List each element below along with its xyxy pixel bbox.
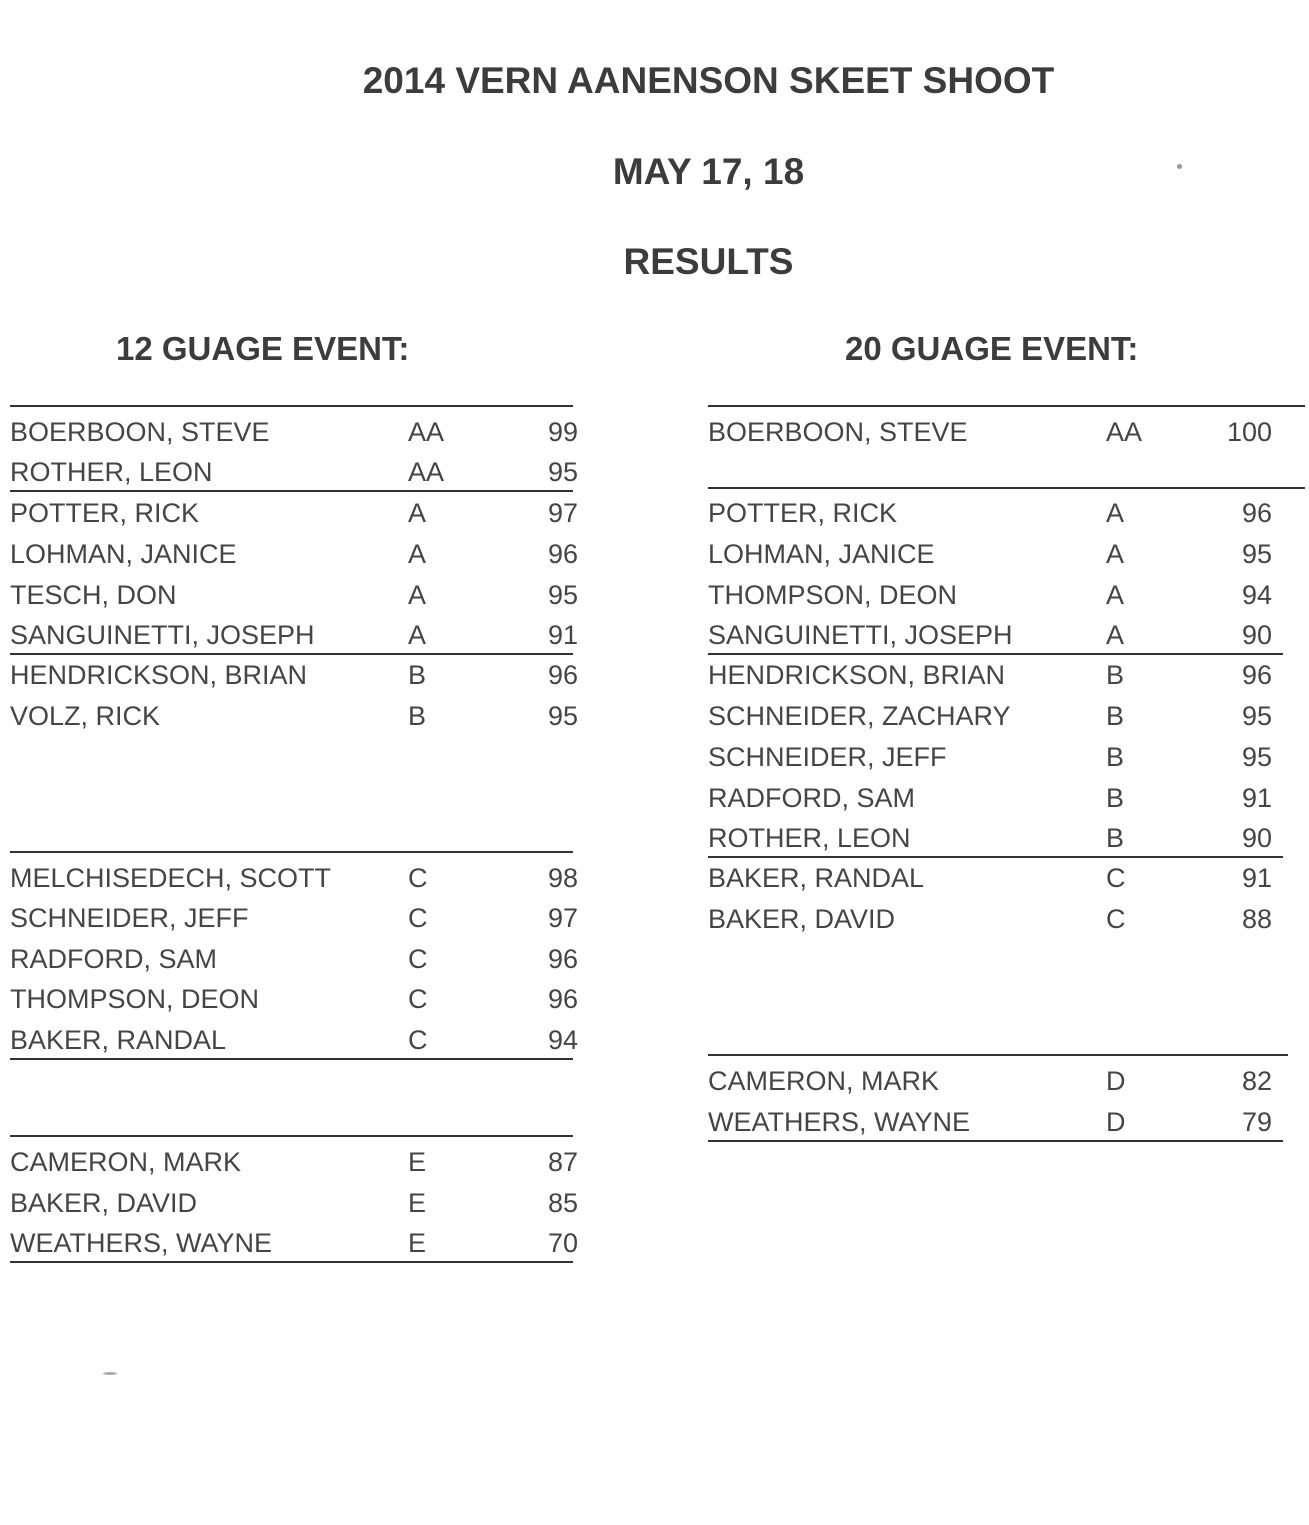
shooter-score: 96 (547, 984, 578, 1014)
shooter-score: 98 (547, 863, 578, 893)
table-row (708, 412, 1283, 452)
shooter-name: POTTER, RICK (10, 498, 200, 528)
table-row (10, 452, 578, 492)
table-row (708, 655, 1283, 695)
shooter-name: ROTHER, LEON (10, 457, 213, 487)
shooter-score: 91 (1241, 863, 1272, 893)
table-row (10, 1223, 578, 1263)
shooter-class: A (408, 620, 427, 650)
shooter-name: BAKER, RANDAL (708, 863, 925, 893)
table-row (10, 1020, 578, 1060)
table-row (708, 1102, 1283, 1142)
shooter-name: LOHMAN, JANICE (708, 539, 935, 569)
shooter-name: THOMPSON, DEON (708, 580, 958, 610)
shooter-class: B (1106, 742, 1125, 772)
shooter-score: 91 (547, 620, 578, 650)
shooter-class: AA (408, 417, 445, 447)
shooter-score: 100 (1226, 417, 1272, 447)
event-12-gauge-title: 12 GUAGE EVENT: (116, 330, 410, 367)
shooter-score: 99 (547, 417, 578, 447)
table-row (708, 858, 1283, 898)
shooter-class: A (1106, 620, 1125, 650)
shooter-class: B (408, 701, 427, 731)
shooter-name: LOHMAN, JANICE (10, 539, 237, 569)
table-row (10, 1183, 578, 1223)
shooter-class: C (408, 863, 428, 893)
shooter-name: SCHNEIDER, JEFF (10, 903, 249, 933)
table-row (708, 818, 1283, 858)
shooter-name: CAMERON, MARK (10, 1147, 242, 1177)
shooter-name: POTTER, RICK (708, 498, 898, 528)
class-divider (708, 1054, 1288, 1056)
shooter-score: 95 (1241, 701, 1272, 731)
shooter-name: SCHNEIDER, JEFF (708, 742, 947, 772)
table-row (708, 493, 1283, 533)
shooter-name: HENDRICKSON, BRIAN (10, 660, 308, 690)
table-row (708, 737, 1283, 777)
shooter-score: 95 (547, 580, 578, 610)
shooter-score: 79 (1241, 1107, 1272, 1137)
shooter-score: 90 (1241, 620, 1272, 650)
shooter-name: WEATHERS, WAYNE (10, 1228, 273, 1258)
shooter-score: 96 (547, 944, 578, 974)
table-row (10, 575, 578, 615)
shooter-class: C (408, 984, 428, 1014)
shooter-name: BOERBOON, STEVE (10, 417, 270, 447)
table-row (708, 615, 1283, 655)
shooter-class: C (408, 944, 428, 974)
table-row (10, 858, 578, 898)
table-row (10, 655, 578, 695)
shooter-score: 70 (547, 1228, 578, 1258)
table-row (708, 778, 1283, 818)
shooter-score: 90 (1241, 823, 1272, 853)
table-row (10, 898, 578, 938)
shooter-score: 96 (547, 660, 578, 690)
shooter-class: A (1106, 539, 1125, 569)
shooter-name: VOLZ, RICK (10, 701, 161, 731)
table-row (10, 534, 578, 574)
table-row (708, 534, 1283, 574)
shooter-name: HENDRICKSON, BRIAN (708, 660, 1006, 690)
table-row (708, 899, 1283, 939)
shooter-score: 95 (547, 701, 578, 731)
document-title: 2014 VERN AANENSON SKEET SHOOT (362, 60, 1055, 101)
shooter-score: 94 (547, 1025, 578, 1055)
scan-speck (1177, 164, 1182, 169)
shooter-score: 85 (547, 1188, 578, 1218)
class-divider (10, 1135, 573, 1137)
shooter-class: B (1106, 783, 1125, 813)
shooter-class: B (408, 660, 427, 690)
class-divider (10, 405, 573, 407)
table-row (708, 575, 1283, 615)
shooter-name: BOERBOON, STEVE (708, 417, 968, 447)
shooter-name: SCHNEIDER, ZACHARY (708, 701, 1011, 731)
shooter-class: A (1106, 498, 1125, 528)
shooter-class: A (408, 498, 427, 528)
shooter-class: AA (408, 457, 445, 487)
shooter-score: 96 (1241, 498, 1272, 528)
shooter-score: 91 (1241, 783, 1272, 813)
shooter-name: RADFORD, SAM (10, 944, 218, 974)
shooter-score: 96 (547, 539, 578, 569)
shooter-name: TESCH, DON (10, 580, 177, 610)
shooter-score: 97 (547, 498, 578, 528)
class-divider (708, 405, 1305, 407)
shooter-score: 97 (547, 903, 578, 933)
shooter-name: SANGUINETTI, JOSEPH (708, 620, 1013, 650)
shooter-name: CAMERON, MARK (708, 1066, 940, 1096)
shooter-class: C (1106, 863, 1126, 893)
shooter-name: BAKER, DAVID (10, 1188, 198, 1218)
shooter-class: A (408, 580, 427, 610)
shooter-name: RADFORD, SAM (708, 783, 916, 813)
results-heading: RESULTS (623, 241, 794, 282)
shooter-class: A (1106, 580, 1125, 610)
table-row (708, 1061, 1283, 1101)
scan-speck (103, 1372, 117, 1375)
table-row (10, 615, 578, 655)
shooter-name: BAKER, DAVID (708, 904, 896, 934)
shooter-class: C (1106, 904, 1126, 934)
shooter-class: B (1106, 701, 1125, 731)
shooter-name: THOMPSON, DEON (10, 984, 260, 1014)
class-divider (10, 851, 573, 853)
shooter-class: AA (1106, 417, 1143, 447)
shooter-score: 87 (547, 1147, 578, 1177)
shooter-name: MELCHISEDECH, SCOTT (10, 863, 332, 893)
shooter-score: 95 (547, 457, 578, 487)
shooter-score: 95 (1241, 539, 1272, 569)
shooter-score: 95 (1241, 742, 1272, 772)
table-row (10, 696, 578, 736)
shooter-score: 96 (1241, 660, 1272, 690)
table-row (708, 696, 1283, 736)
class-divider (708, 487, 1305, 489)
table-row (10, 412, 578, 452)
table-row (10, 979, 578, 1019)
shooter-score: 88 (1241, 904, 1272, 934)
shooter-score: 94 (1241, 580, 1272, 610)
shooter-class: E (408, 1228, 427, 1258)
shooter-name: WEATHERS, WAYNE (708, 1107, 971, 1137)
shooter-class: E (408, 1188, 427, 1218)
shooter-class: C (408, 1025, 428, 1055)
event-dates: MAY 17, 18 (612, 151, 805, 192)
shooter-class: A (408, 539, 427, 569)
shooter-name: SANGUINETTI, JOSEPH (10, 620, 315, 650)
table-row (10, 493, 578, 533)
shooter-class: B (1106, 660, 1125, 690)
shooter-class: E (408, 1147, 427, 1177)
shooter-class: D (1106, 1107, 1126, 1137)
shooter-name: BAKER, RANDAL (10, 1025, 227, 1055)
shooter-name: ROTHER, LEON (708, 823, 911, 853)
table-row (10, 939, 578, 979)
shooter-class: D (1106, 1066, 1126, 1096)
shooter-class: B (1106, 823, 1125, 853)
event-20-gauge-title: 20 GUAGE EVENT: (845, 330, 1139, 367)
table-row (10, 1142, 578, 1182)
shooter-class: C (408, 903, 428, 933)
shooter-score: 82 (1241, 1066, 1272, 1096)
